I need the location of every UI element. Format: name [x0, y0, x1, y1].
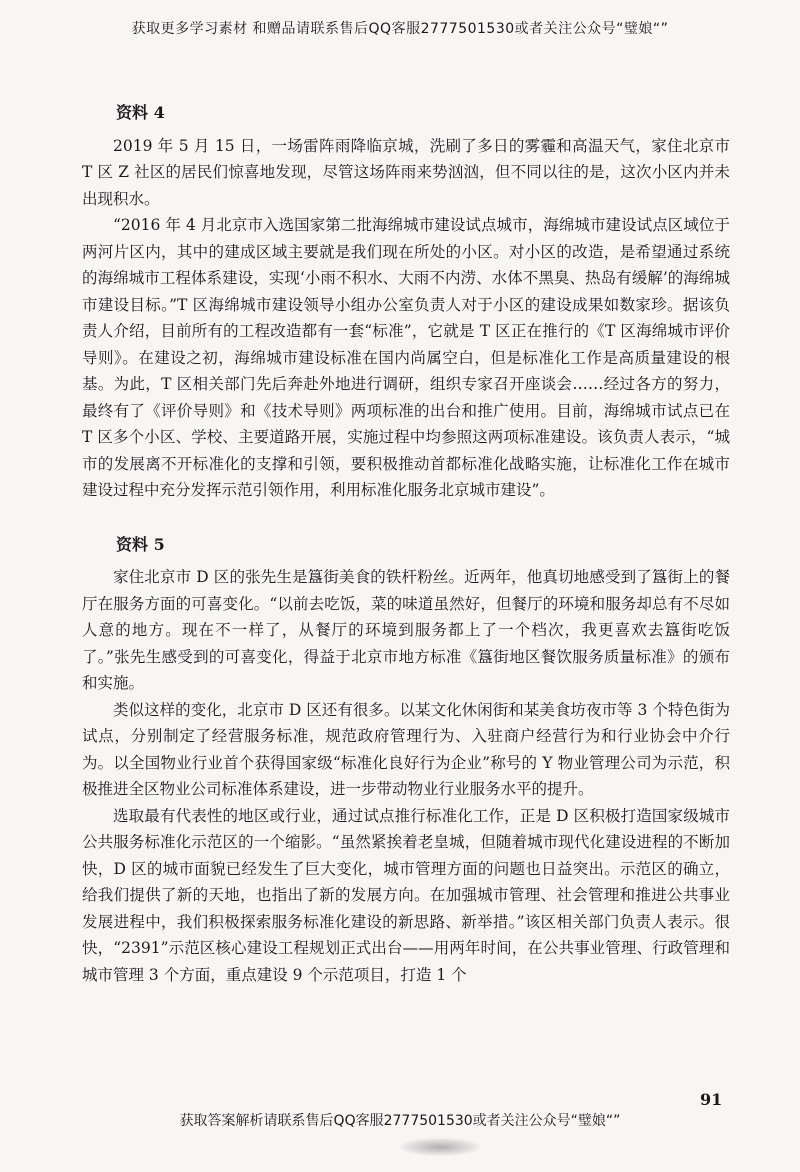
document-body	[82, 100, 730, 1016]
material-5-paragraph-2: 类似这样的变化，北京市 D 区还有很多。以某文化休闲街和某美食坊夜市等 3 个特色街为试点，分别制定了经营服务标准，规范政府管理行为、入驻商户经营行为和行业协会中介行为。以全国物业行业首个获得国家级“标准化良好行为企业”称号的 Y 物业管理公司为示范，积极推进全区物业公司标准体系建设，进一步带动物业行业服务水平的提升。	[82, 700, 730, 798]
page-number: 91	[700, 1090, 723, 1109]
material-4-title: 资料 4	[116, 103, 165, 122]
material-5-paragraph-1: 家住北京市 D 区的张先生是簋街美食的铁杆粉丝。近两年，他真切地感受到了簋街上的餐厅在服务方面的可喜变化。“以前去吃饭，菜的味道虽然好，但餐厅的环境和服务却总有不尽如人意的地方。现在不一样了，从餐厅的环境到服务都上了一个档次，我更喜欢去簋街吃饭了。”张先生感受到的可喜变化，得益于北京市地方标准《簋街地区餐饮服务质量标准》的颁布和实施。	[82, 568, 730, 692]
scan-smudge	[400, 1138, 480, 1156]
material-4-paragraph-1: 2019 年 5 月 15 日，一场雷阵雨降临京城，洗刷了多日的雾霾和高温天气，家住北京市 T 区 Z 社区的居民们惊喜地发现，尽管这场阵雨来势汹汹，但不同以往的是，这次小区内并未出现积水。	[82, 136, 730, 208]
material-4-paragraph-2: “2016 年 4 月北京市入选国家第二批海绵城市建设试点城市，海绵城市建设试点区域位于两河片区内，其中的建成区域主要就是我们现在所处的小区。对小区的改造，是希望通过系统的海绵城市工程体系建设，实现‘小雨不积水、大雨不内涝、水体不黑臭、热岛有缓解’的海绵城市建设目标。”T 区海绵城市建设领导小组办公室负责人对于小区的建设成果如数家珍。据该负责人介绍，目前所有的工程改造都有一套“标准”，它就是 T 区正在推行的《T 区海绵城市评价导则》。在建设之初，海绵城市建设标准在国内尚属空白，但是标准化工作是高质量建设的根基。为此，T 区相关部门先后奔赴外地进行调研，组织专家召开座谈会……经过各方的努力，最终有了《评价导则》和《技术导则》两项标准的出台和推广使用。目前，海绵城市试点已在 T 区多个小区、学校、主要道路开展，实施过程中均参照这两项标准建设。该负责人表示，“城市的发展离不开标准化的支撑和引领，要积极推动首都标准化战略实施，让标准化工作在城市建设过程中充分发挥示范引领作用，利用标准化服务北京城市建设”。	[82, 216, 730, 499]
page-header-banner: 获取更多学习素材 和赠品请联系售后QQ客服2777501530或者关注公众号“璧娘“”	[131, 21, 669, 37]
material-5-paragraph-3: 选取最有代表性的地区或行业，通过试点推行标准化工作，正是 D 区积极打造国家级城市公共服务标准化示范区的一个缩影。“虽然紧挨着老皇城，但随着城市现代化建设进程的不断加快，D 区的城市面貌已经发生了巨大变化，城市管理方面的问题也日益突出。示范区的确立，给我们提供了新的天地，也指出了新的发展方向。在加强城市管理、社会管理和推进公共事业发展进程中，我们积极探索服务标准化建设的新思路、新举措。”该区相关部门负责人表示。很快，“2391”示范区核心建设工程规划正式出台——用两年时间，在公共事业管理、行政管理和城市管理 3 个方面，重点建设 9 个示范项目，打造 1 个	[82, 806, 730, 984]
material-4-section	[82, 100, 730, 504]
material-5-section	[82, 532, 730, 989]
material-5-title: 资料 5	[116, 534, 165, 554]
page-footer-banner: 获取答案解析请联系售后QQ客服2777501530或者关注公众号“璧娘“”	[179, 1113, 621, 1129]
